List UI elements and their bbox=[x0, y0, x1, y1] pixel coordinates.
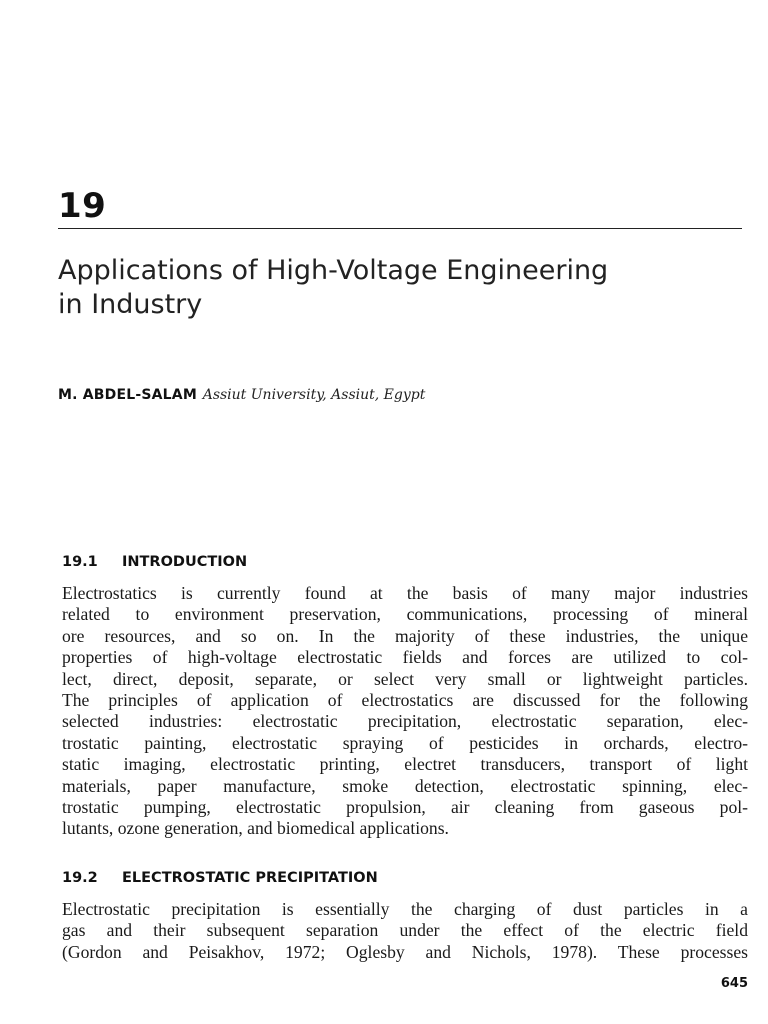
body-line: related to environment preservation, communications, processing of mineral bbox=[62, 604, 748, 625]
section-body-electrostatic-precipitation bbox=[62, 899, 748, 963]
chapter-number: 19 bbox=[58, 186, 107, 226]
section-heading-introduction bbox=[62, 552, 247, 572]
body-line: trostatic painting, electrostatic spraying of pesticides in orchards, electro- bbox=[62, 732, 748, 753]
author-line bbox=[58, 385, 425, 405]
body-line: ore resources, and so on. In the majority of these industries, the unique bbox=[62, 625, 748, 646]
body-line: gas and their subsequent separation under the effect of the electric field bbox=[62, 920, 748, 941]
section-title: INTRODUCTION bbox=[122, 554, 248, 570]
chapter-title-line: Applications of High-Voltage Engineering bbox=[58, 255, 609, 286]
section-heading-electrostatic-precipitation bbox=[62, 868, 378, 888]
body-line: properties of high-voltage electrostatic fields and forces are utilized to col- bbox=[62, 647, 748, 668]
page-number: 645 bbox=[720, 976, 748, 991]
body-line: static imaging, electrostatic printing, electret transducers, transport of light bbox=[62, 754, 748, 775]
body-line: Electrostatic precipitation is essentially the charging of dust particles in a bbox=[62, 899, 748, 919]
body-line: selected industries: electrostatic precipitation, electrostatic separation, elec- bbox=[62, 711, 748, 732]
section-title: ELECTROSTATIC PRECIPITATION bbox=[122, 870, 378, 886]
section-number: 19.1 bbox=[62, 554, 98, 570]
body-line: lect, direct, deposit, separate, or select very small or lightweight particles. bbox=[62, 668, 748, 689]
body-line: Electrostatics is currently found at the basis of many major industries bbox=[62, 583, 748, 603]
chapter-title-line: in Industry bbox=[58, 289, 203, 320]
author-name: M. ABDEL-SALAM bbox=[58, 387, 197, 403]
chapter-rule bbox=[58, 228, 742, 229]
body-line: lutants, ozone generation, and biomedical applications. bbox=[62, 818, 449, 839]
body-line: materials, paper manufacture, smoke detection, electrostatic spinning, elec- bbox=[62, 775, 748, 796]
author-affiliation: Assiut University, Assiut, Egypt bbox=[202, 387, 426, 403]
body-line: trostatic pumping, electrostatic propulsion, air cleaning from gaseous pol- bbox=[62, 797, 748, 818]
section-number: 19.2 bbox=[62, 870, 98, 886]
section-body-introduction bbox=[62, 583, 748, 840]
body-line: The principles of application of electrostatics are discussed for the following bbox=[62, 690, 748, 711]
body-line: (Gordon and Peisakhov, 1972; Oglesby and Nichols, 1978). These processes bbox=[62, 941, 748, 962]
chapter-title bbox=[58, 254, 742, 322]
